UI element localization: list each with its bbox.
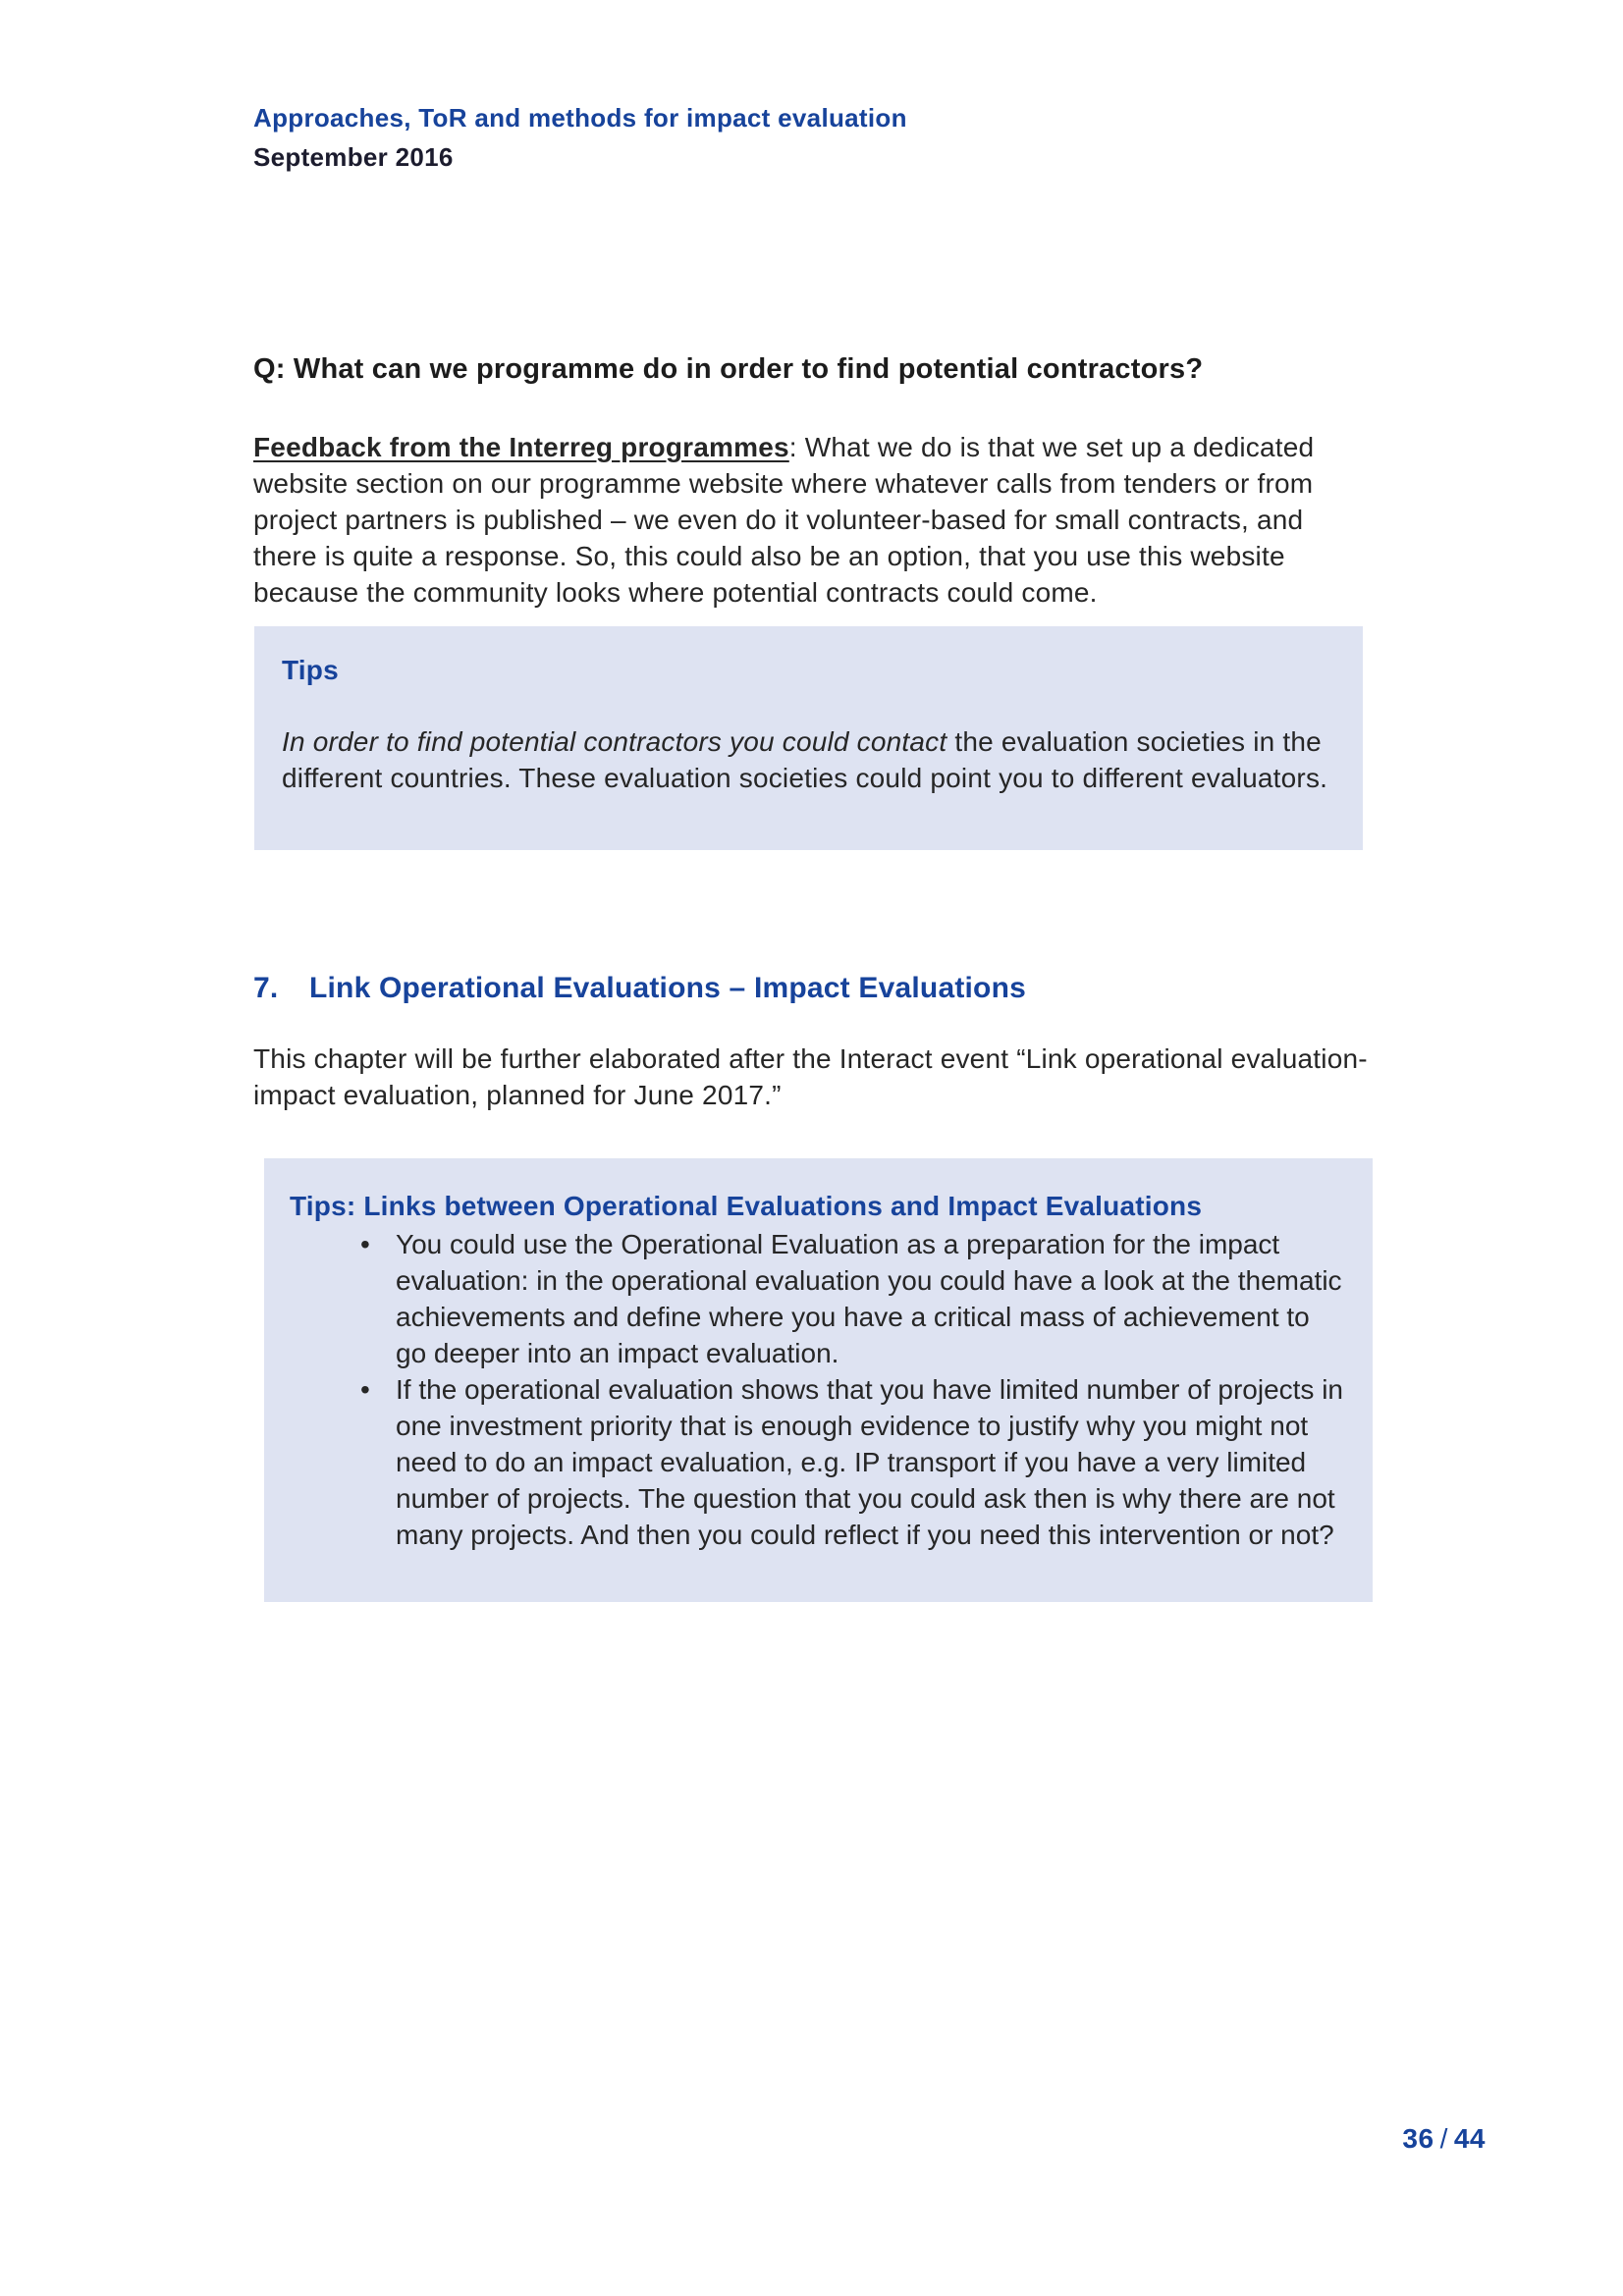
tips-box-contractors-title: Tips (282, 655, 339, 685)
feedback-paragraph (253, 429, 1373, 611)
list-item (290, 1226, 1345, 1371)
section-7-number: 7. (253, 972, 279, 1004)
tips-box-links-title: Tips: Links between Operational Evaluations and Impact Evaluations (290, 1191, 1203, 1221)
section-7-title: Link Operational Evaluations – Impact Evaluations (309, 972, 1026, 1004)
chapter-note-paragraph: This chapter will be further elaborated after the Interact event “Link operational evaluation-impact evaluation, planned for June 2017.” (253, 1043, 1368, 1110)
bullet-text-limited-projects: If the operational evaluation shows that you have limited number of projects in one investment priority that is enough evidence to justify why you might not need to do an impact evaluation, e.g. IP transport if you have a very limited number of projects. The question that you could ask then is why there are not many projects. And then you could reflect if you need this intervention or not? (396, 1374, 1344, 1550)
tips-box-contractors-body (282, 723, 1333, 796)
page-number-separator: / (1439, 2123, 1448, 2154)
document-header (253, 98, 907, 177)
tips-box-links (264, 1158, 1373, 1602)
bullet-icon: • (360, 1229, 370, 1259)
tips-regular-run: the evaluation societies in the different countries. These evaluation societies could point you to different evaluators. (282, 726, 1328, 793)
page-number-indicator (1402, 2123, 1486, 2155)
bullet-text-operational-preparation: You could use the Operational Evaluation as a preparation for the impact evaluation: in the operational evaluation you could have a look at the thematic achievements and define where you have a critical mass of achievement to go deeper into an impact evaluation. (396, 1229, 1342, 1368)
tips-bullet-list (290, 1226, 1345, 1553)
list-item (290, 1371, 1345, 1553)
document-date: September 2016 (253, 142, 454, 172)
bullet-icon: • (360, 1374, 370, 1405)
feedback-body-text: : What we do is that we set up a dedicated website section on our programme website where whatever calls from tenders or from project partners is published – we even do it volunteer-based for small contracts, and there is quite a response. So, this could also be an option, that you use this website because the community looks where potential contracts could come. (253, 432, 1315, 608)
total-page-count: 44 (1453, 2123, 1486, 2154)
section-7-heading (253, 972, 1026, 1005)
current-page-number: 36 (1402, 2123, 1434, 2154)
feedback-lead-text: Feedback from the Interreg programmes (253, 432, 789, 462)
tips-box-contractors (254, 626, 1363, 850)
question-heading: Q: What can we programme do in order to find potential contractors? (253, 353, 1204, 385)
document-title: Approaches, ToR and methods for impact evaluation (253, 103, 907, 133)
tips-italic-run: In order to find potential contractors you could contact (282, 726, 947, 757)
